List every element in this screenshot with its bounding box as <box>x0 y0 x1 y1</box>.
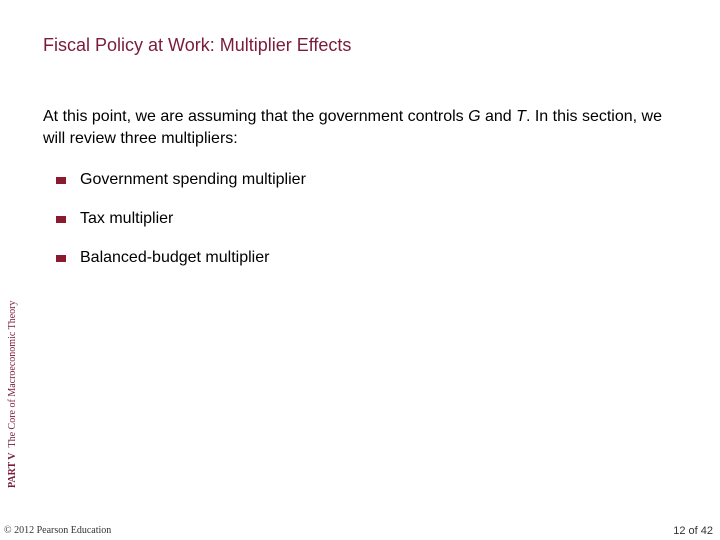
vertical-part-label <box>7 301 18 488</box>
part-number: PART V <box>7 452 18 488</box>
bullet-item <box>56 247 306 269</box>
intro-paragraph <box>43 106 673 150</box>
bullet-text: Balanced-budget multiplier <box>80 249 270 266</box>
copyright-notice: © 2012 Pearson Education <box>4 525 112 536</box>
intro-text-part2: and <box>480 108 517 125</box>
part-title: The Core of Macroeconomic Theory <box>7 300 18 448</box>
square-bullet-icon <box>56 216 66 223</box>
intro-text-part1: At this point, we are assuming that the government controls <box>43 108 469 125</box>
intro-variable-g: G <box>468 108 481 125</box>
bullet-item <box>56 208 306 230</box>
intro-variable-t: T <box>516 108 526 125</box>
slide-title: Fiscal Policy at Work: Multiplier Effects <box>43 35 352 55</box>
square-bullet-icon <box>56 177 66 184</box>
bullet-list <box>56 169 306 286</box>
bullet-item <box>56 169 306 191</box>
bullet-text: Tax multiplier <box>80 210 174 227</box>
bullet-text: Government spending multiplier <box>80 171 306 188</box>
square-bullet-icon <box>56 255 66 262</box>
page-number: 12 of 42 <box>673 525 713 537</box>
intro-text-part3: . In this section, we will review three multipliers: <box>43 108 662 147</box>
